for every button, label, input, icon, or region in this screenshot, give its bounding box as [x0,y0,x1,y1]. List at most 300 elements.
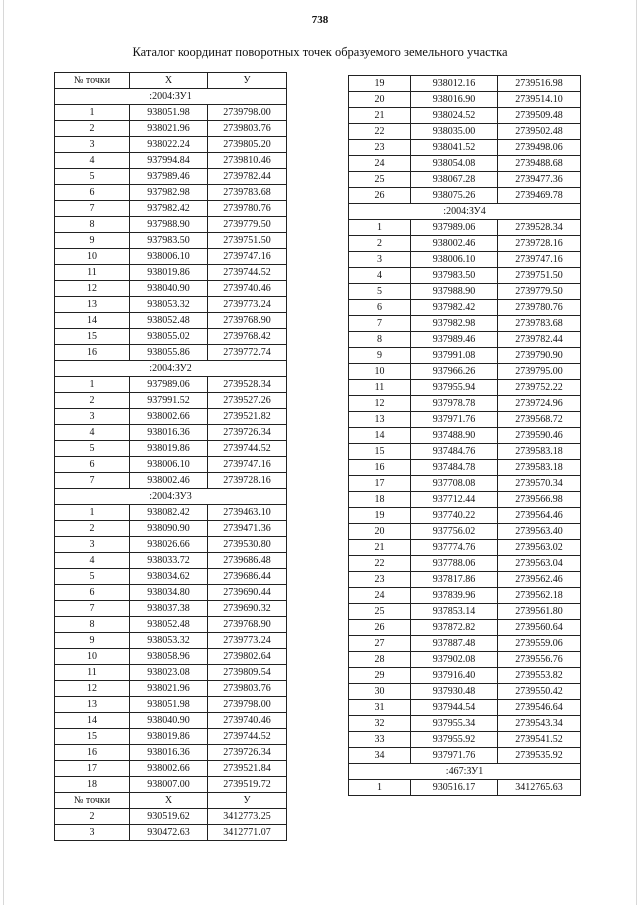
x-cell: 937982.98 [411,316,498,332]
table-row [349,604,581,620]
point-number-cell: 16 [55,745,130,761]
point-number-cell: 23 [349,140,411,156]
table-row [349,748,581,764]
x-cell: 938058.96 [130,649,208,665]
x-cell: 938016.36 [130,425,208,441]
point-number-cell: 9 [55,633,130,649]
x-cell: 937955.92 [411,732,498,748]
table-row [55,537,287,553]
point-number-cell: 13 [55,297,130,313]
y-cell: 2739543.34 [498,716,581,732]
x-cell: 937853.14 [411,604,498,620]
y-cell: 2739563.04 [498,556,581,572]
x-cell: 937788.06 [411,556,498,572]
point-number-cell: 12 [55,681,130,697]
x-cell: 938051.98 [130,697,208,713]
x-cell: 937971.76 [411,412,498,428]
x-cell: 937988.90 [411,284,498,300]
point-number-header: № точки [55,793,130,809]
y-cell: 2739553.82 [498,668,581,684]
y-cell: 2739690.32 [208,601,287,617]
x-cell: 930516.17 [411,780,498,796]
y-cell: 2739783.68 [208,185,287,201]
y-cell: 2739751.50 [208,233,287,249]
scan-edge-right [636,0,637,905]
x-cell: 937978.78 [411,396,498,412]
x-cell: 937488.90 [411,428,498,444]
y-cell: 2739686.44 [208,569,287,585]
y-cell: 2739752.22 [498,380,581,396]
point-number-cell: 3 [55,825,130,841]
y-cell: 2739570.34 [498,476,581,492]
y-cell: 2739564.46 [498,508,581,524]
point-number-cell: 34 [349,748,411,764]
x-cell: 938055.86 [130,345,208,361]
table-row [55,297,287,313]
x-cell: 937982.98 [130,185,208,201]
point-number-cell: 33 [349,732,411,748]
y-cell: 2739568.72 [498,412,581,428]
point-number-cell: 12 [349,396,411,412]
table-row [55,201,287,217]
point-number-cell: 14 [349,428,411,444]
table-row [349,268,581,284]
point-number-cell: 3 [55,137,130,153]
table-row [55,473,287,489]
point-number-cell: 6 [55,457,130,473]
section-row [349,204,581,220]
y-cell: 2739488.68 [498,156,581,172]
y-cell: 2739561.80 [498,604,581,620]
point-number-cell: 29 [349,668,411,684]
point-number-cell: 5 [349,284,411,300]
point-number-cell: 1 [349,220,411,236]
x-cell: 937955.94 [411,380,498,396]
point-number-cell: 25 [349,604,411,620]
point-number-cell: 8 [55,217,130,233]
table-row [349,492,581,508]
y-cell: 2739550.42 [498,684,581,700]
x-cell: 937989.06 [130,377,208,393]
table-row [349,108,581,124]
table-row [55,409,287,425]
table-row [349,460,581,476]
point-number-cell: 3 [55,537,130,553]
table-row [55,233,287,249]
point-number-cell: 2 [55,521,130,537]
x-cell: 938075.26 [411,188,498,204]
y-cell: 2739768.90 [208,617,287,633]
x-cell: 937982.42 [130,201,208,217]
x-cell: 937989.46 [130,169,208,185]
table-row [55,265,287,281]
point-number-cell: 11 [349,380,411,396]
x-cell: 938022.24 [130,137,208,153]
table-row [349,76,581,92]
point-number-cell: 7 [55,473,130,489]
y-cell: 2739527.26 [208,393,287,409]
x-cell: 938019.86 [130,441,208,457]
y-cell: 2739782.44 [498,332,581,348]
x-cell: 938006.10 [411,252,498,268]
x-cell: 937712.44 [411,492,498,508]
table-row [55,729,287,745]
y-cell: 2739519.72 [208,777,287,793]
scan-edge-left [3,0,4,905]
point-number-cell: 25 [349,172,411,188]
parcel-label: :2004:ЗУ1 [55,89,287,105]
x-cell: 937989.46 [411,332,498,348]
table-row [349,508,581,524]
table-row [349,636,581,652]
parcel-label: :2004:ЗУ2 [55,361,287,377]
y-cell: 2739803.76 [208,121,287,137]
x-cell: 937484.78 [411,460,498,476]
y-cell: 2739726.34 [208,745,287,761]
point-number-cell: 18 [349,492,411,508]
x-cell: 938002.66 [130,761,208,777]
x-cell: 938019.86 [130,265,208,281]
point-number-cell: 10 [55,649,130,665]
x-cell: 937774.76 [411,540,498,556]
table-row [55,825,287,841]
point-number-cell: 6 [349,300,411,316]
x-cell: 938051.98 [130,105,208,121]
point-number-cell: 7 [55,201,130,217]
x-cell: 938053.32 [130,297,208,313]
point-number-cell: 12 [55,281,130,297]
y-cell: 2739810.46 [208,153,287,169]
x-cell: 938053.32 [130,633,208,649]
y-cell: 2739751.50 [498,268,581,284]
table-row [349,668,581,684]
point-number-cell: 2 [55,809,130,825]
table-row [349,220,581,236]
x-cell: 937756.02 [411,524,498,540]
y-cell: 2739726.34 [208,425,287,441]
point-number-cell: 4 [349,268,411,284]
header-row [55,793,287,809]
y-cell: 2739773.24 [208,297,287,313]
x-header: X [130,793,208,809]
y-cell: 2739809.54 [208,665,287,681]
table-row [55,569,287,585]
point-number-cell: 19 [349,508,411,524]
y-cell: 2739521.82 [208,409,287,425]
point-number-cell: 27 [349,636,411,652]
header-row [55,73,287,89]
y-header: У [208,793,287,809]
table-row [349,732,581,748]
y-cell: 2739463.10 [208,505,287,521]
y-cell: 2739790.90 [498,348,581,364]
x-cell: 938023.08 [130,665,208,681]
x-cell: 938021.96 [130,681,208,697]
point-number-cell: 22 [349,124,411,140]
y-cell: 2739477.36 [498,172,581,188]
point-number-cell: 5 [55,569,130,585]
table-row [349,700,581,716]
table-row [55,809,287,825]
x-cell: 938033.72 [130,553,208,569]
point-number-cell: 1 [55,377,130,393]
table-row [349,92,581,108]
table-row [55,697,287,713]
x-cell: 937994.84 [130,153,208,169]
table-row [55,377,287,393]
point-number-cell: 4 [55,553,130,569]
x-cell: 930472.63 [130,825,208,841]
x-cell: 937887.48 [411,636,498,652]
y-cell: 2739780.76 [208,201,287,217]
point-number-cell: 8 [349,332,411,348]
table-row [55,153,287,169]
y-cell: 2739514.10 [498,92,581,108]
point-number-cell: 16 [55,345,130,361]
table-row [55,329,287,345]
x-cell: 937484.76 [411,444,498,460]
point-number-cell: 10 [55,249,130,265]
y-cell: 2739583.18 [498,444,581,460]
x-cell: 938007.00 [130,777,208,793]
x-cell: 938040.90 [130,713,208,729]
y-cell: 2739740.46 [208,281,287,297]
x-cell: 937740.22 [411,508,498,524]
x-cell: 937988.90 [130,217,208,233]
point-number-cell: 9 [55,233,130,249]
table-row [55,601,287,617]
table-row [55,281,287,297]
point-number-cell: 20 [349,524,411,540]
y-cell: 2739566.98 [498,492,581,508]
x-cell: 938016.36 [130,745,208,761]
x-cell: 938067.28 [411,172,498,188]
y-cell: 2739779.50 [498,284,581,300]
table-row [55,313,287,329]
table-row [55,345,287,361]
section-row [55,361,287,377]
y-cell: 2739562.18 [498,588,581,604]
y-cell: 2739560.64 [498,620,581,636]
table-row [55,761,287,777]
y-cell: 2739779.50 [208,217,287,233]
x-cell: 938034.80 [130,585,208,601]
section-row [55,489,287,505]
y-cell: 2739521.84 [208,761,287,777]
x-cell: 937902.08 [411,652,498,668]
y-cell: 2739528.34 [498,220,581,236]
point-number-cell: 15 [349,444,411,460]
x-cell: 938024.52 [411,108,498,124]
coordinates-table-left [54,72,287,841]
x-cell: 937989.06 [411,220,498,236]
y-cell: 2739559.06 [498,636,581,652]
y-cell: 2739744.52 [208,441,287,457]
point-number-cell: 15 [55,329,130,345]
y-cell: 3412773.25 [208,809,287,825]
point-number-cell: 20 [349,92,411,108]
table-row [55,617,287,633]
y-cell: 2739471.36 [208,521,287,537]
point-number-cell: 24 [349,156,411,172]
point-number-cell: 11 [55,265,130,281]
x-cell: 937991.08 [411,348,498,364]
point-number-cell: 18 [55,777,130,793]
table-row [55,457,287,473]
table-row [55,505,287,521]
x-cell: 937983.50 [411,268,498,284]
point-number-cell: 6 [55,185,130,201]
y-cell: 2739798.00 [208,105,287,121]
x-cell: 937817.86 [411,572,498,588]
table-row [55,249,287,265]
x-cell: 938034.62 [130,569,208,585]
table-row [55,217,287,233]
y-cell: 2739773.24 [208,633,287,649]
point-number-cell: 2 [349,236,411,252]
point-number-cell: 26 [349,188,411,204]
x-cell: 938040.90 [130,281,208,297]
table-row [349,380,581,396]
point-number-cell: 21 [349,540,411,556]
y-cell: 2739805.20 [208,137,287,153]
point-number-cell: 5 [55,441,130,457]
table-row [349,524,581,540]
point-number-cell: 4 [55,425,130,441]
x-cell: 938021.96 [130,121,208,137]
point-number-cell: 30 [349,684,411,700]
point-number-cell: 5 [55,169,130,185]
point-number-cell: 21 [349,108,411,124]
table-row [349,556,581,572]
y-cell: 2739590.46 [498,428,581,444]
y-cell: 2739563.02 [498,540,581,556]
point-number-cell: 4 [55,153,130,169]
point-number-cell: 3 [55,409,130,425]
y-cell: 2739744.52 [208,265,287,281]
y-cell: 2739728.16 [498,236,581,252]
point-number-cell: 17 [349,476,411,492]
y-cell: 2739530.80 [208,537,287,553]
coordinates-table-right [348,75,581,796]
document-title: Каталог координат поворотных точек образуемого земельного участка [132,45,508,59]
table-row [349,124,581,140]
table-row [55,777,287,793]
point-number-cell: 3 [349,252,411,268]
table-row [349,684,581,700]
table-row [55,745,287,761]
x-cell: 938055.02 [130,329,208,345]
y-cell: 2739740.46 [208,713,287,729]
y-cell: 2739528.34 [208,377,287,393]
y-cell: 2739768.42 [208,329,287,345]
y-cell: 2739782.44 [208,169,287,185]
table-row [349,300,581,316]
table-row [349,780,581,796]
y-cell: 2739546.64 [498,700,581,716]
y-cell: 2739728.16 [208,473,287,489]
y-cell: 3412771.07 [208,825,287,841]
y-cell: 2739798.00 [208,697,287,713]
parcel-label: :467:ЗУ1 [349,764,581,780]
table-row [55,713,287,729]
y-cell: 2739686.48 [208,553,287,569]
table-row [349,140,581,156]
y-cell: 2739783.68 [498,316,581,332]
point-number-cell: 10 [349,364,411,380]
table-row [55,665,287,681]
y-cell: 2739498.06 [498,140,581,156]
table-row [55,105,287,121]
table-row [349,284,581,300]
point-number-cell: 2 [55,393,130,409]
point-number-cell: 1 [55,105,130,121]
table-row [55,633,287,649]
point-number-cell: 15 [55,729,130,745]
table-row [55,681,287,697]
x-cell: 938006.10 [130,457,208,473]
point-number-cell: 22 [349,556,411,572]
table-row [349,236,581,252]
table-row [349,396,581,412]
y-cell: 2739744.52 [208,729,287,745]
y-cell: 2739541.52 [498,732,581,748]
y-cell: 2739747.16 [208,457,287,473]
y-cell: 2739556.76 [498,652,581,668]
point-number-cell: 23 [349,572,411,588]
table-row [55,393,287,409]
x-cell: 938012.16 [411,76,498,92]
x-cell: 937966.26 [411,364,498,380]
x-cell: 938002.66 [130,409,208,425]
x-cell: 938052.48 [130,313,208,329]
point-number-cell: 14 [55,713,130,729]
table-row [349,156,581,172]
parcel-label: :2004:ЗУ3 [55,489,287,505]
table-row [349,428,581,444]
table-row [55,169,287,185]
point-number-cell: 32 [349,716,411,732]
x-cell: 938002.46 [130,473,208,489]
x-cell: 938026.66 [130,537,208,553]
section-row [349,764,581,780]
y-cell: 2739583.18 [498,460,581,476]
point-number-cell: 11 [55,665,130,681]
point-number-cell: 7 [349,316,411,332]
point-number-cell: 9 [349,348,411,364]
table-row [349,364,581,380]
point-number-cell: 19 [349,76,411,92]
x-cell: 937944.54 [411,700,498,716]
y-cell: 2739780.76 [498,300,581,316]
x-cell: 938002.46 [411,236,498,252]
x-cell: 938006.10 [130,249,208,265]
table-row [349,252,581,268]
x-cell: 930519.62 [130,809,208,825]
table-row [55,585,287,601]
table-row [55,121,287,137]
page-number: 738 [311,14,329,26]
table-row [349,652,581,668]
x-cell: 938035.00 [411,124,498,140]
table-row [349,716,581,732]
y-cell: 2739747.16 [498,252,581,268]
x-cell: 937708.08 [411,476,498,492]
table-row [55,137,287,153]
y-cell: 2739562.46 [498,572,581,588]
parcel-label: :2004:ЗУ4 [349,204,581,220]
y-cell: 3412765.63 [498,780,581,796]
